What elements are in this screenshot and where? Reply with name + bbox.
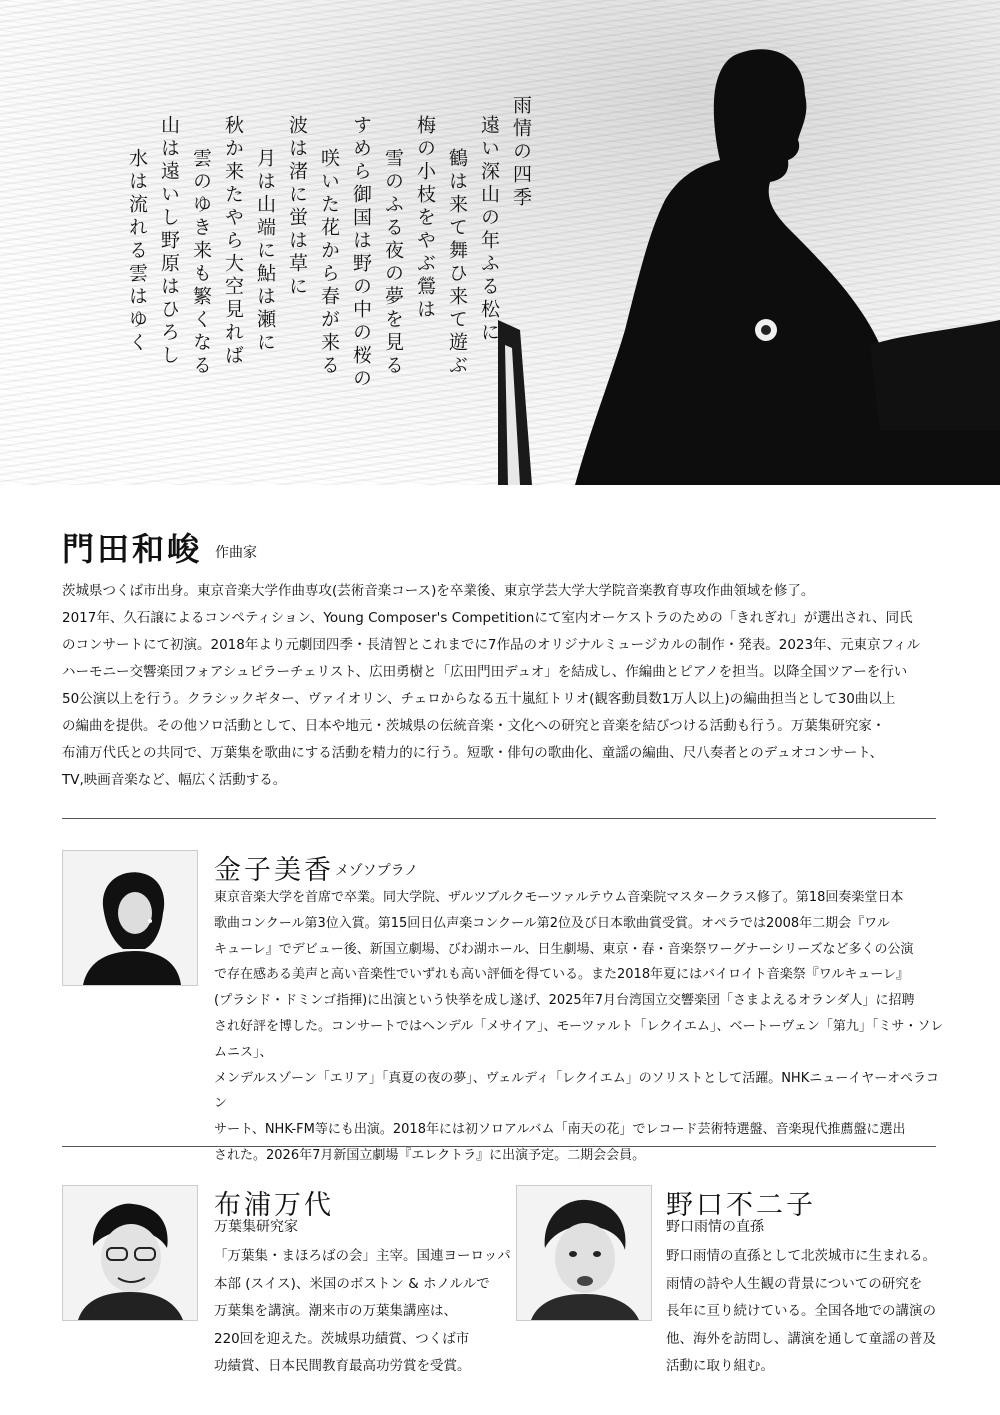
- nunoura-role: 万葉集研究家: [214, 1219, 298, 1235]
- bio-line: 野口雨情の直孫として北茨城市に生まれる。: [666, 1248, 936, 1264]
- poem-line: 雲のゆき来も繁くなる: [190, 148, 212, 378]
- bio-line: 他、海外を訪問し、講演を通して童謡の普及: [666, 1330, 936, 1347]
- poem-title: 雨情の四季: [510, 95, 532, 210]
- poem-line: 水は流れる雲はゆく: [126, 148, 148, 355]
- bio-line: 東京音楽大学を首席で卒業。同大学院、ザルツブルクモーツァルテウム音楽院マスタークラス修了。第18回奏楽堂日本: [214, 890, 904, 905]
- hero-photo: [0, 0, 1000, 485]
- bio-line: の編曲を提供。その他ソロ活動として、日本や地元・茨城県の伝統音楽・文化への研究と音楽を結びつける活動も行う。万葉集研究家・: [62, 718, 886, 734]
- bio-line: 本部 (スイス)、米国のボストン & ホノルルで: [214, 1275, 490, 1292]
- section-divider: [62, 818, 936, 819]
- bio-line: 220回を迎えた。茨城県功績賞、つくば市: [214, 1330, 470, 1347]
- noguchi-bio: [666, 1243, 966, 1381]
- bio-line: 功績賞、日本民間教育最高功労賞を受賞。: [214, 1358, 471, 1374]
- bio-line: 雨情の詩や人生観の背景についての研究を: [666, 1275, 923, 1292]
- bio-line: で存在感ある美声と高い音楽性でいずれも高い評価を得ている。また2018年夏にはバイロイト音楽祭『ワルキューレ』: [214, 967, 910, 983]
- poem-line: 山は遠いし野原はひろし: [158, 115, 180, 368]
- bio-line: サート、NHK-FM等にも出演。2018年には初ソロアルバム「南天の花」でレコード芸術特選盤、音楽現代推薦盤に選出: [214, 1122, 906, 1138]
- bio-line: された。2026年7月新国立劇場『エレクトラ』に出演予定。二期会会員。: [214, 1147, 646, 1163]
- nunoura-bio: [214, 1243, 514, 1381]
- bio-line: 歌曲コンクール第3位入賞。第15回日仏声楽コンクール第2位及び日本歌曲賞受賞。オペラでは2008年二期会『ワル: [214, 915, 890, 931]
- kaneko-name: 金子美香: [214, 855, 334, 886]
- bio-line: 万葉集を講演。潮来市の万葉集講座は、: [214, 1303, 457, 1319]
- poem-line: すめら御国は野の中の桜の: [350, 115, 372, 391]
- kaneko-role: メゾソプラノ: [335, 863, 419, 879]
- noguchi-name: 野口不二子: [666, 1190, 816, 1221]
- bio-line: (プラシド・ドミンゴ指揮)に出演という快挙を成し遂げ、2025年7月台湾国立交響楽団「さまよえるオランダ人」に招聘: [214, 993, 915, 1009]
- bio-line: TV,映画音楽など、幅広く活動する。: [62, 772, 287, 788]
- bio-line: メンデルスゾーン「エリア」「真夏の夜の夢」、ヴェルディ「レクイエム」のソリストとして活躍。NHKニューイヤーオペラコン: [214, 1070, 939, 1112]
- bio-line: 活動に取り組む。: [666, 1358, 774, 1374]
- poem-line: 月は山端に鮎は瀬に: [254, 148, 276, 355]
- kadota-name: 門田和峻: [62, 530, 203, 568]
- bio-line: 茨城県つくば市出身。東京音楽大学作曲専攻(芸術音楽コース)を卒業後、東京学芸大学大学院音楽教育専攻作曲領域を修了。: [62, 583, 815, 599]
- bio-line: 長年に亘り続けている。全国各地での講演の: [666, 1303, 936, 1319]
- poem-line: 秋か来たやら大空見れば: [222, 115, 244, 368]
- bio-line: され好評を博した。コンサートではヘンデル「メサイア」、モーツァルト「レクイエム」、ベートーヴェン「第九」「ミサ・ソレムニス」、: [214, 1018, 944, 1060]
- poem-line: 鶴は来て舞ひ来て遊ぶ: [446, 148, 468, 378]
- poem-line: 咲いた花から春が来る: [318, 148, 340, 378]
- bio-line: 「万葉集・まほろばの会」主宰。国連ヨーロッパ: [214, 1248, 511, 1264]
- bio-line: 50公演以上を行う。クラシックギター、ヴァイオリン、チェロからなる五十嵐紅トリオ(観客動員数1万人以上)の編曲担当として30曲以上: [62, 691, 896, 707]
- kadota-bio: [62, 578, 952, 794]
- poem-line: 梅の小枝をやぶ鶯は: [414, 115, 436, 322]
- bio-line: 2017年、久石譲によるコンペティション、Young Composer's Competitionにて室内オーケストラのための「きれぎれ」が選出され、同氏: [62, 610, 913, 626]
- poem-line: 遠い深山の年ふる松に: [478, 115, 500, 345]
- poem-vertical: [110, 95, 530, 475]
- kaneko-portrait: [62, 850, 198, 986]
- kaneko-bio: [214, 885, 944, 1169]
- bio-line: 布浦万代氏との共同で、万葉集を歌曲にする活動を精力的に行う。短歌・俳句の歌曲化、童謡の編曲、尺八奏者とのデュオコンサート、: [62, 745, 884, 761]
- bio-line: のコンサートにて初演。2018年より元劇団四季・長清智とこれまでに7作品のオリジナルミュージカルの制作・発表。2023年、元東京フィル: [62, 637, 921, 653]
- poem-line: 雪のふる夜の夢を見る: [382, 148, 404, 378]
- kadota-role: 作曲家: [215, 545, 257, 561]
- nunoura-portrait: [62, 1185, 198, 1321]
- bio-line: ハーモニー交響楽団フォアシュピラーチェリスト、広田勇樹と「広田門田デュオ」を結成し、作編曲とピアノを担当。以降全国ツアーを行い: [62, 664, 908, 680]
- noguchi-portrait: [516, 1185, 652, 1321]
- section-divider: [62, 1146, 936, 1147]
- noguchi-role: 野口雨情の直孫: [666, 1219, 764, 1235]
- bio-line: キューレ』でデビュー後、新国立劇場、びわ湖ホール、日生劇場、東京・春・音楽祭ワーグナーシリーズなど多くの公演: [214, 941, 914, 957]
- poem-line: 波は渚に蛍は草に: [286, 115, 308, 299]
- nunoura-name: 布浦万代: [214, 1190, 334, 1221]
